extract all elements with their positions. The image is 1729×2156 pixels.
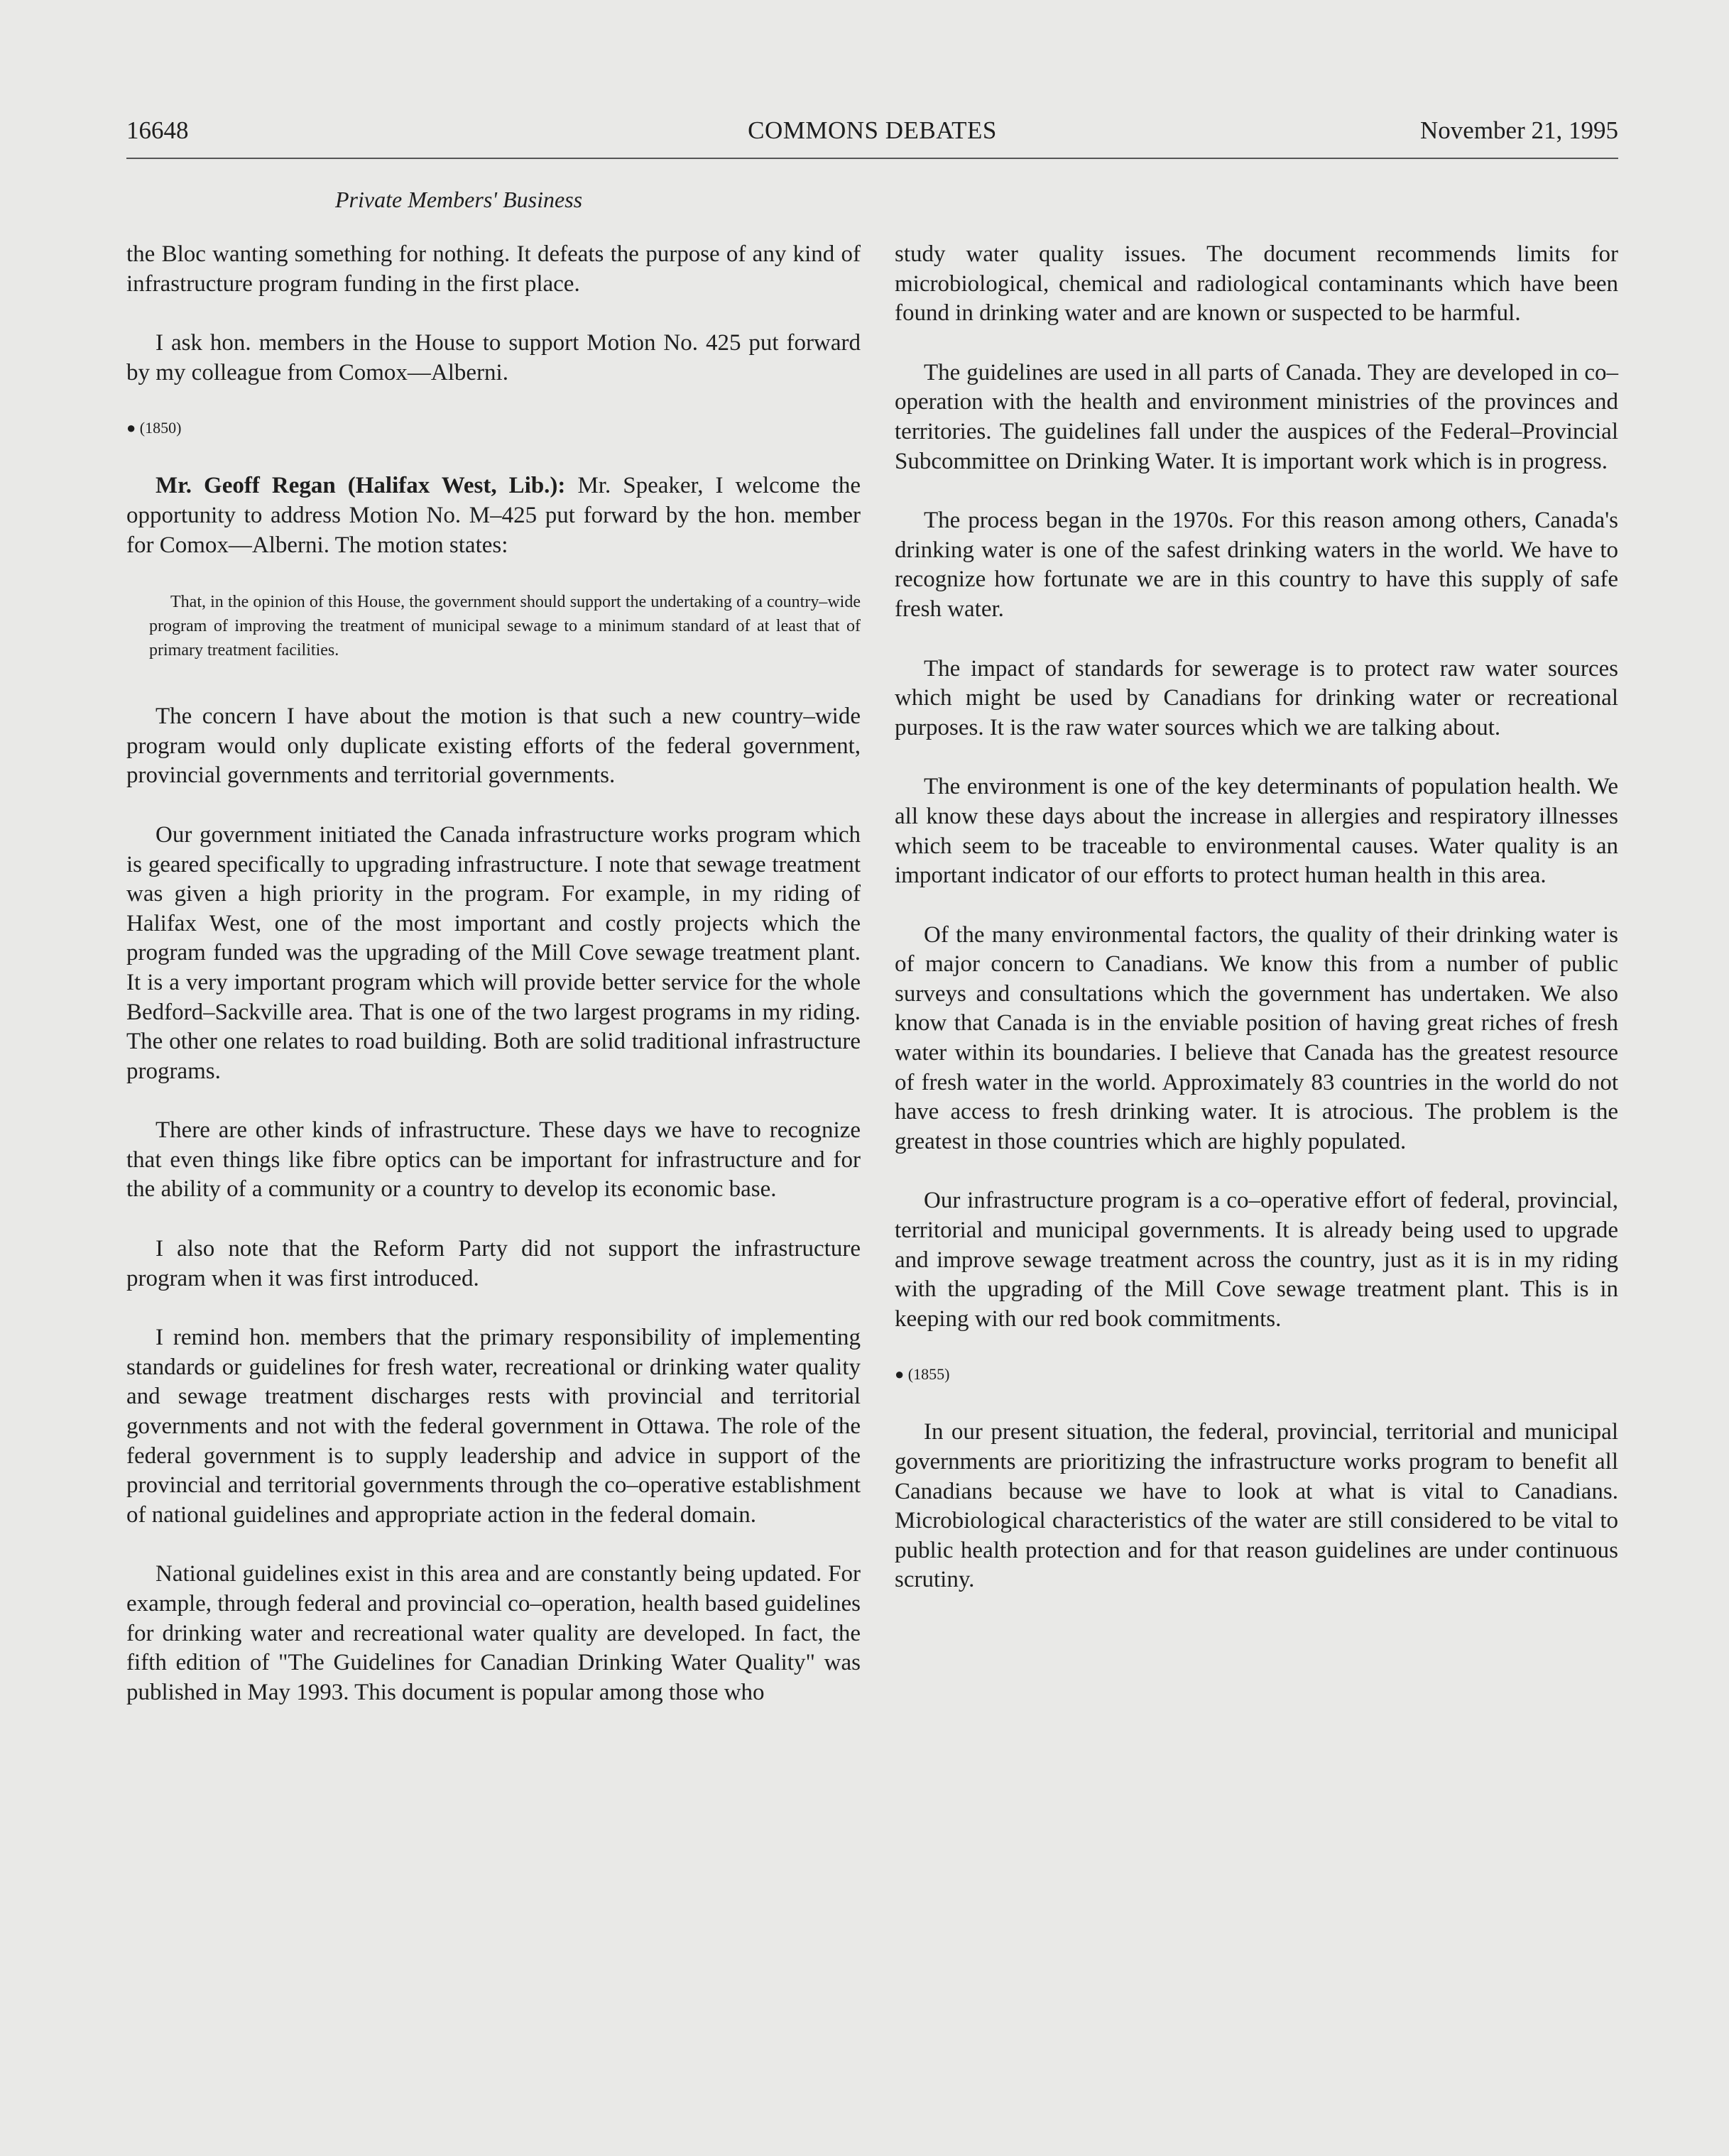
speaker-name: Mr. Geoff Regan (Halifax West, Lib.): bbox=[156, 473, 566, 499]
right-column bbox=[895, 240, 1618, 1625]
paragraph: There are other kinds of infrastructure. These days we have to recognize that even things like fibre optics can be important for infrastructure and for the ability of a community or a country to develop its economic base. bbox=[126, 1117, 861, 1203]
paragraph: National guidelines exist in this area and are constantly being updated. For example, through federal and provincial co–operation, health based guidelines for drinking water and recreational water quality are developed. In fact, the fifth edition of "The Guidelines for Canadian Drinking Water Quality" was published in May 1993. This document is popular among those who bbox=[126, 1561, 861, 1705]
paragraph: I remind hon. members that the primary responsibility of implementing standards or guidelines for fresh water, recreational or drinking water quality and sewage treatment discharges rests with provincial and territorial governments and not with the federal government in Ottawa. The role of the federal government is to supply leadership and advice in support of the provincial and territorial governments through the co–operative establishment of national guidelines and appropriate action in the federal domain. bbox=[126, 1325, 861, 1528]
bullet-icon: ● bbox=[126, 419, 136, 437]
paragraph: Our infrastructure program is a co–operative effort of federal, provincial, territorial and municipal governments. It is already being used to upgrade and improve sewage treatment across the country, just as it is in my riding with the upgrading of the Mill Cove sewage treatment plant. This is in keeping with our red book commitments. bbox=[895, 1188, 1618, 1332]
time-marker-label: (1855) bbox=[907, 1365, 950, 1384]
paragraph: The process began in the 1970s. For this reason among others, Canada's drinking water is one of the safest drinking waters in the world. We have to recognize how fortunate we are in this country to have this supply of safe fresh water. bbox=[895, 508, 1618, 622]
motion-quote: That, in the opinion of this House, the government should support the undertaking of a country–wide program of improving the treatment of municipal sewage to a minimum standard of at least that of primary treatment facilities. bbox=[149, 593, 861, 660]
time-marker-label: (1850) bbox=[139, 419, 182, 437]
paragraph: I also note that the Reform Party did not support the infrastructure program when it was first introduced. bbox=[126, 1236, 861, 1291]
paragraph: The impact of standards for sewerage is to protect raw water sources which might be used by Canadians for drinking water or recreational purposes. It is the raw water sources which we are talking about. bbox=[895, 655, 1618, 740]
page-header bbox=[126, 116, 1618, 156]
bullet-icon: ● bbox=[895, 1365, 905, 1384]
paragraph: study water quality issues. The document recommends limits for microbiological, chemical and radiological contaminants which have been found in drinking water and are known or suspected to be harmful. bbox=[895, 241, 1618, 327]
page-number: 16648 bbox=[126, 116, 189, 144]
header-divider bbox=[126, 158, 1618, 159]
left-column bbox=[126, 240, 861, 1737]
publication-title: COMMONS DEBATES bbox=[748, 116, 997, 144]
paragraph bbox=[126, 471, 861, 560]
speaker-text: Mr. Speaker, I welcome the opportunity to address Motion No. M–425 put forward by the hon. member for Comox—Alberni. The motion states: bbox=[126, 473, 861, 558]
paragraph: The environment is one of the key determinants of population health. We all know these days about the increase in allergies and respiratory illnesses which seem to be traceable to environmental causes. Water quality is an important indicator of our efforts to protect human health in this area. bbox=[895, 774, 1618, 889]
time-marker bbox=[895, 1364, 1618, 1385]
paragraph: Of the many environmental factors, the quality of their drinking water is of major concern to Canadians. We know this from a number of public surveys and consultations which the government has undertaken. We also know that Canada is in the enviable position of having great riches of fresh water within its boundaries. I believe that Canada has the greatest resource of fresh water in the world. Approximately 83 countries in the world do not have access to fresh drinking water. It is atrocious. The problem is the greatest in those countries which are highly populated. bbox=[895, 921, 1618, 1154]
paragraph: The concern I have about the motion is that such a new country–wide program would only duplicate existing efforts of the federal government, provincial governments and territorial governments. bbox=[126, 704, 861, 789]
paragraph: the Bloc wanting something for nothing. It defeats the purpose of any kind of infrastructure program funding in the first place. bbox=[126, 241, 861, 297]
paragraph: I ask hon. members in the House to support Motion No. 425 put forward by my colleague from Comox—Alberni. bbox=[126, 330, 861, 385]
publication-date: November 21, 1995 bbox=[1420, 116, 1618, 144]
paragraph: Our government initiated the Canada infrastructure works program which is geared specifically to upgrading infrastructure. I note that sewage treatment was given a high priority in the program. For example, in my riding of Halifax West, one of the most important and costly projects which the program funded was the upgrading of the Mill Cove sewage treatment plant. It is a very important program which will provide better service for the whole Bedford–Sackville area. That is one of the two largest programs in my riding. The other one relates to road building. Both are solid traditional infrastructure programs. bbox=[126, 821, 861, 1084]
section-label: Private Members' Business bbox=[335, 187, 583, 212]
time-marker bbox=[126, 417, 861, 439]
paragraph: The guidelines are used in all parts of Canada. They are developed in co–operation with the health and environment ministries of the provinces and territories. The guidelines fall under the auspices of the Federal–Provincial Subcommittee on Drinking Water. It is important work which is in progress. bbox=[895, 359, 1618, 474]
paragraph: In our present situation, the federal, provincial, territorial and municipal governments are prioritizing the infrastructure works program to benefit all Canadians because we have to look at what is vital to Canadians. Microbiological characteristics of the water are still considered to be vital to public health protection and for that reason guidelines are under continuous scrutiny. bbox=[895, 1419, 1618, 1593]
